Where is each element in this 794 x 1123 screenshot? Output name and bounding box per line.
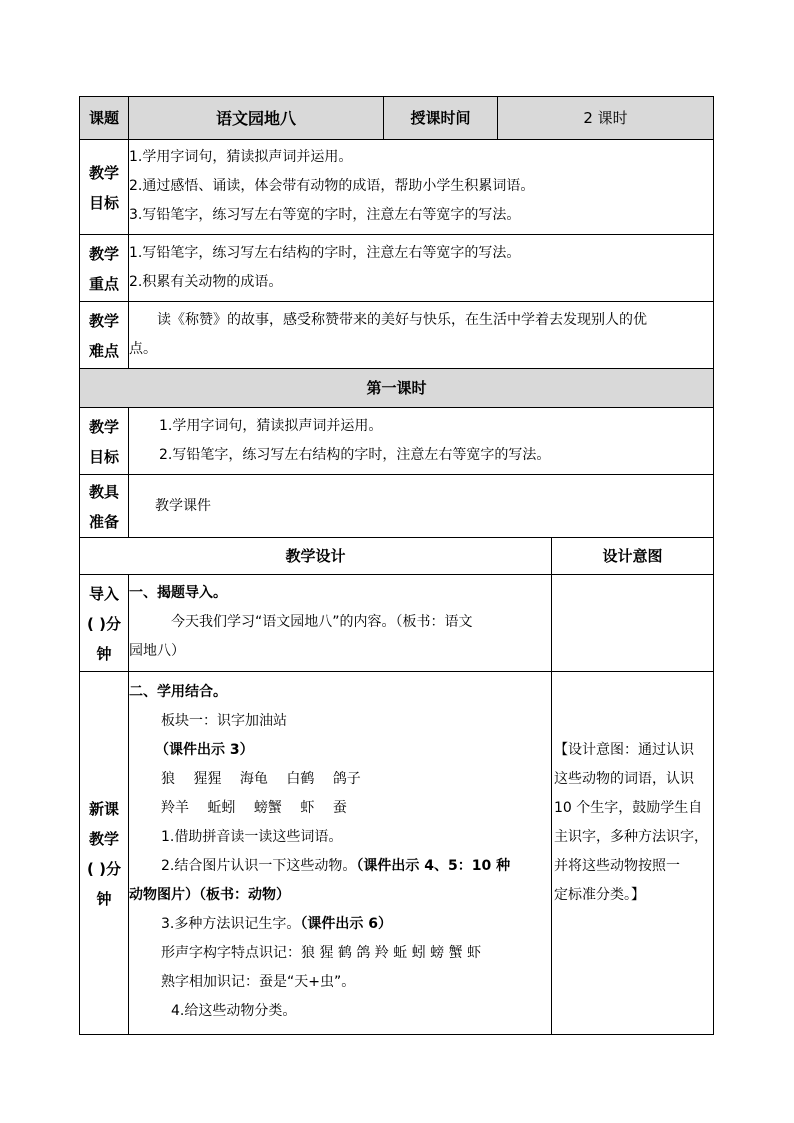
- difficulty-row: [80, 302, 714, 369]
- step-2-cont: 动物图片）（板书：动物）: [129, 887, 290, 903]
- new-lesson-row: [80, 672, 714, 1035]
- goals-row: [80, 140, 714, 235]
- difficulty-content: [129, 302, 714, 369]
- intent-line: 并将这些动物按照一: [554, 858, 680, 874]
- lesson-goal-line: 1.学用字词句，猜读拟声词并运用。: [159, 418, 383, 434]
- word: 海龟: [239, 771, 268, 787]
- section-row: [80, 369, 714, 408]
- intent-line: 【设计意图：通过认识: [554, 742, 694, 758]
- block-title: 板块一：识字加油站: [161, 713, 287, 729]
- focus-content: [129, 235, 714, 302]
- lesson-goals-content: [129, 408, 714, 475]
- tools-value: 教学课件: [155, 497, 211, 514]
- new-lesson-heading: 二、学用结合。: [129, 684, 227, 700]
- time-value: 2 课时: [498, 97, 714, 140]
- step-2: 2.结合图片认识一下这些动物。（课件出示 4、5：10 种: [161, 858, 511, 874]
- word: 蚯蚓: [207, 800, 236, 816]
- intent-header: 设计意图: [552, 538, 714, 575]
- word: 虾: [300, 800, 315, 816]
- difficulty-line: 读《称赞》的故事，感受称赞带来的美好与快乐，在生活中学着去发现别人的优: [157, 312, 647, 328]
- lesson-plan-table: [79, 96, 714, 1035]
- tools-label: 教具 准备: [80, 475, 129, 538]
- word: 蚕: [332, 800, 347, 816]
- lesson-goals-row: [80, 408, 714, 475]
- word: 白鹤: [286, 771, 315, 787]
- design-header: 教学设计: [80, 538, 552, 575]
- new-lesson-content: [129, 672, 552, 1035]
- goal-line: 3.写铅笔字，练习写左右等宽的字时，注意左右等宽字的写法。: [129, 207, 521, 223]
- intro-content: [129, 575, 552, 672]
- focus-line: 1.写铅笔字，练习写左右结构的字时，注意左右等宽字的写法。: [129, 245, 521, 261]
- time-label: 授课时间: [384, 97, 498, 140]
- goals-label: 教学 目标: [80, 140, 129, 235]
- tools-content: [129, 475, 714, 538]
- word: 鸽子: [332, 771, 361, 787]
- goal-line: 2.通过感悟、诵读，体会带有动物的成语，帮助小学生积累词语。: [129, 178, 535, 194]
- word: 羚羊: [161, 800, 189, 816]
- intro-label: 导入 ( )分 钟: [80, 575, 129, 672]
- new-lesson-label: 新课 教学 ( )分 钟: [80, 672, 129, 1035]
- lesson-plan-page: [79, 96, 713, 1035]
- section-title: 第一课时: [80, 369, 714, 408]
- design-header-row: [80, 538, 714, 575]
- goal-line: 1.学用字词句，猜读拟声词并运用。: [129, 149, 353, 165]
- lesson-goals-label: 教学 目标: [80, 408, 129, 475]
- word: 狼: [161, 771, 175, 787]
- lesson-goal-line: 2.写铅笔字，练习写左右结构的字时，注意左右等宽字的写法。: [159, 447, 551, 463]
- words-row-1: [129, 765, 549, 794]
- topic-value: 语文园地八: [129, 97, 384, 140]
- difficulty-label: 教学 难点: [80, 302, 129, 369]
- goals-content: [129, 140, 714, 235]
- intent-line: 定标准分类。】: [554, 887, 645, 903]
- intro-row: [80, 575, 714, 672]
- tools-row: [80, 475, 714, 538]
- intro-intent: [552, 575, 714, 672]
- word: 猩猩: [193, 771, 222, 787]
- intro-line: 园地八）: [129, 643, 185, 659]
- new-lesson-intent: [552, 672, 714, 1035]
- focus-row: [80, 235, 714, 302]
- method-2: 熟字相加识记：蚕是“天+虫”。: [161, 974, 356, 990]
- step-4: 4.给这些动物分类。: [171, 1003, 297, 1019]
- intent-line: 10 个生字，鼓励学生自: [554, 800, 703, 816]
- step-3: 3.多种方法识记生字。（课件出示 6）: [161, 916, 392, 932]
- focus-line: 2.积累有关动物的成语。: [129, 274, 283, 290]
- intro-heading: 一、揭题导入。: [129, 585, 227, 601]
- step-1: 1.借助拼音读一读这些词语。: [161, 829, 343, 845]
- intro-line: 今天我们学习“语文园地八”的内容。（板书：语文: [171, 614, 473, 630]
- courseware-3: （课件出示 3）: [155, 742, 254, 758]
- words-row-2: [129, 794, 549, 823]
- intent-line: 这些动物的词语，认识: [554, 771, 694, 787]
- header-row: [80, 97, 714, 140]
- topic-label: 课题: [80, 97, 129, 140]
- intent-line: 主识字，多种方法识字，: [554, 829, 708, 845]
- method-1: 形声字构字特点识记：狼 猩 鹤 鸽 羚 蚯 蚓 螃 蟹 虾: [161, 945, 482, 961]
- word: 螃蟹: [253, 800, 282, 816]
- focus-label: 教学 重点: [80, 235, 129, 302]
- difficulty-line: 点。: [129, 341, 157, 357]
